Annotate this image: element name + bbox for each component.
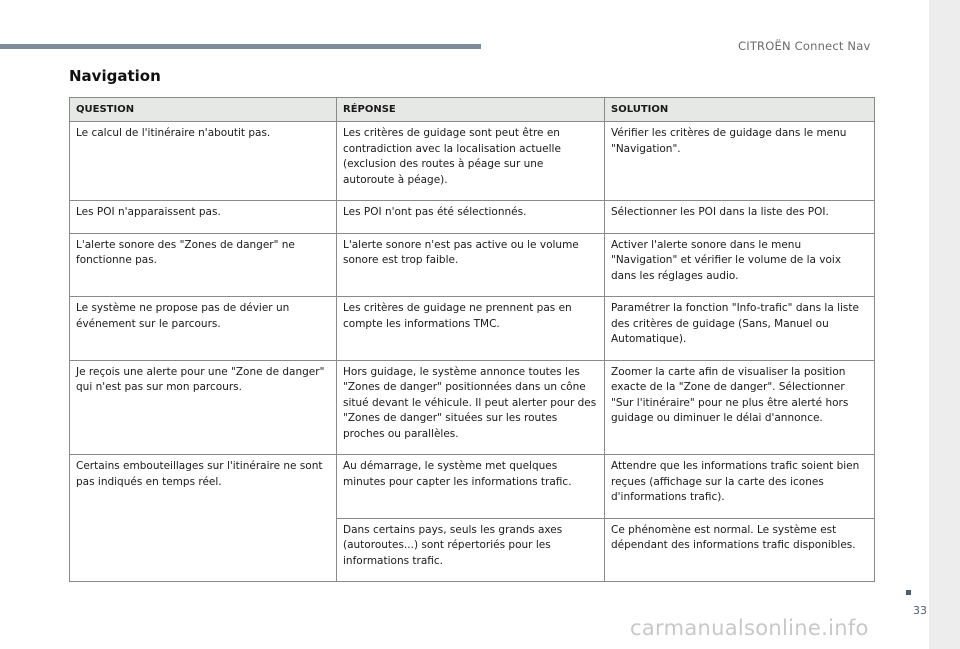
answer-cell: Les critères de guidage ne prennent pas en compte les informations TMC. [337, 297, 605, 361]
troubleshooting-table [69, 97, 875, 582]
page-marker [906, 590, 911, 595]
section-title: Navigation [69, 67, 161, 85]
watermark: carmanualsonline.info [630, 616, 869, 640]
table-header-row [70, 98, 875, 122]
column-header-answer: RÉPONSE [337, 98, 605, 122]
answer-cell: L'alerte sonore n'est pas active ou le volume sonore est trop faible. [337, 233, 605, 297]
table-row [70, 297, 875, 361]
answer-cell: Les critères de guidage sont peut être en contradiction avec la localisation actuelle (exclusion des routes à péage sur une autoroute à péage). [337, 122, 605, 201]
question-cell: Je reçois une alerte pour une "Zone de danger" qui n'est pas sur mon parcours. [70, 360, 337, 455]
table-row [70, 233, 875, 297]
column-header-question: QUESTION [70, 98, 337, 122]
answer-cell: Au démarrage, le système met quelques minutes pour capter les informations trafic. [337, 455, 605, 519]
answer-cell: Dans certains pays, seuls les grands axes (autoroutes...) sont répertoriés pour les informations trafic. [337, 518, 605, 582]
header-rule [0, 44, 481, 49]
page-edge-band [929, 0, 960, 649]
solution-cell: Ce phénomène est normal. Le système est dépendant des informations trafic disponibles. [605, 518, 875, 582]
answer-cell: Les POI n'ont pas été sélectionnés. [337, 201, 605, 234]
solution-cell: Sélectionner les POI dans la liste des POI. [605, 201, 875, 234]
question-cell: Certains embouteillages sur l'itinéraire ne sont pas indiqués en temps réel. [70, 455, 337, 582]
table-row [70, 201, 875, 234]
table-row [70, 360, 875, 455]
question-cell: Les POI n'apparaissent pas. [70, 201, 337, 234]
running-header: CITROËN Connect Nav [738, 39, 871, 53]
question-cell: Le système ne propose pas de dévier un événement sur le parcours. [70, 297, 337, 361]
table-row [70, 455, 875, 519]
question-cell: Le calcul de l'itinéraire n'aboutit pas. [70, 122, 337, 201]
column-header-solution: SOLUTION [605, 98, 875, 122]
answer-cell: Hors guidage, le système annonce toutes les "Zones de danger" positionnées dans un cône situé devant le véhicule. Il peut alerter pour des "Zones de danger" situées sur les routes proches ou parallèles. [337, 360, 605, 455]
solution-cell: Paramétrer la fonction "Info-trafic" dans la liste des critères de guidage (Sans, Manuel ou Automatique). [605, 297, 875, 361]
table-row [70, 122, 875, 201]
solution-cell: Attendre que les informations trafic soient bien reçues (affichage sur la carte des icones d'informations trafic). [605, 455, 875, 519]
page-number: 33 [913, 604, 927, 617]
solution-cell: Vérifier les critères de guidage dans le menu "Navigation". [605, 122, 875, 201]
solution-cell: Activer l'alerte sonore dans le menu "Navigation" et vérifier le volume de la voix dans les réglages audio. [605, 233, 875, 297]
question-cell: L'alerte sonore des "Zones de danger" ne fonctionne pas. [70, 233, 337, 297]
solution-cell: Zoomer la carte afin de visualiser la position exacte de la "Zone de danger". Sélectionner "Sur l'itinéraire" pour ne plus être alerté hors guidage ou diminuer le délai d'annonce. [605, 360, 875, 455]
